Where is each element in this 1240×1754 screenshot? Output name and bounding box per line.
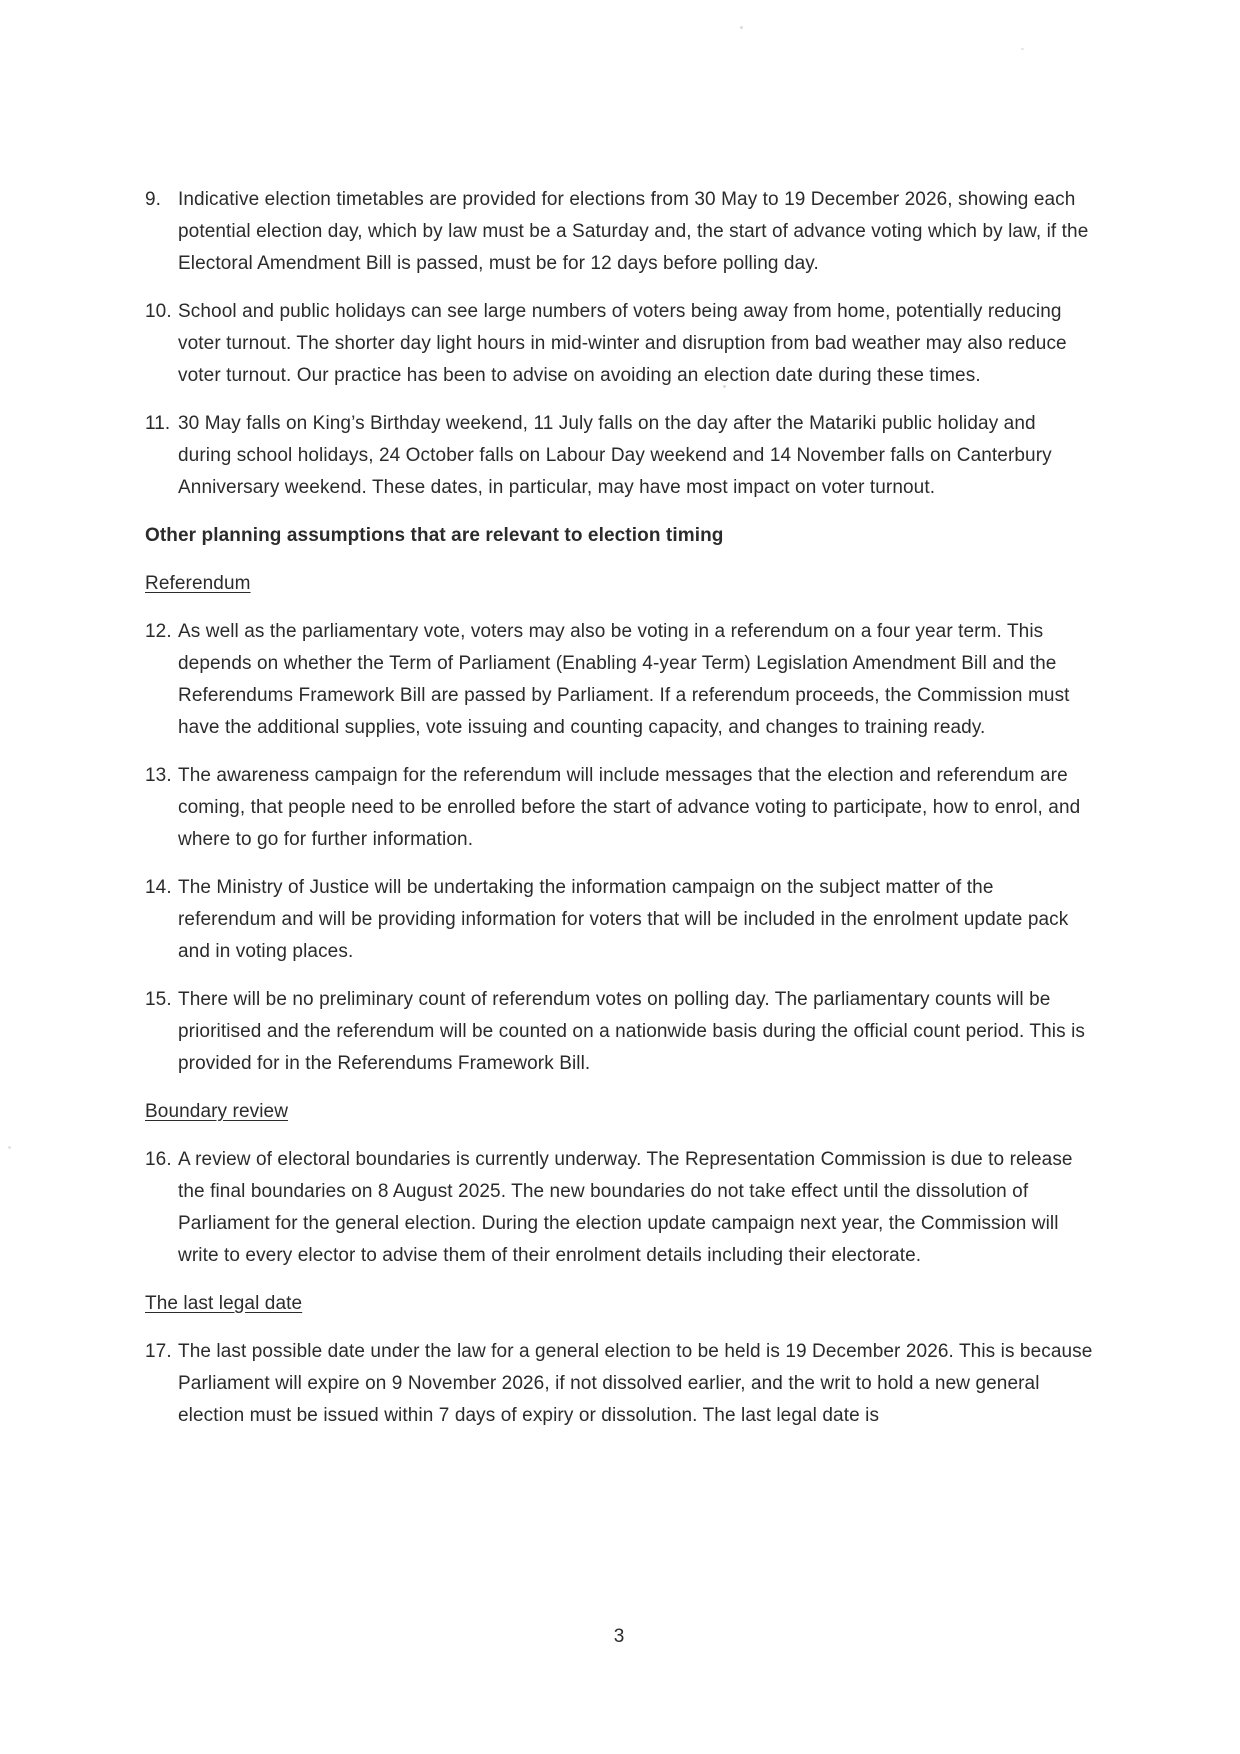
paragraph-item-12 xyxy=(145,616,1093,744)
paragraph-number: 11. xyxy=(145,413,171,434)
paragraph-item-14 xyxy=(145,872,1093,968)
paragraph-text: 30 May falls on King’s Birthday weekend, 11 July falls on the day after the Matariki public holiday and during school holidays, 24 October falls on Labour Day weekend and 14 November falls on Canterbury Anniversary weekend. These dates, in particular, may have most impact on voter turnout. xyxy=(178,413,1052,498)
paragraph-item-11 xyxy=(145,408,1093,504)
paragraph-item-16 xyxy=(145,1144,1093,1272)
scan-artifact xyxy=(8,1146,11,1149)
paragraph-item-13 xyxy=(145,760,1093,856)
paragraph-number: 17. xyxy=(145,1341,172,1362)
paragraph-number: 16. xyxy=(145,1149,172,1170)
subheading-the-last-legal-date: The last legal date xyxy=(145,1293,303,1314)
paragraph-text: There will be no preliminary count of referendum votes on polling day. The parliamentary counts will be prioritised and the referendum will be counted on a nationwide basis during the official count period. This is provided for in the Referendums Framework Bill. xyxy=(178,989,1085,1074)
document-body xyxy=(145,184,1093,1448)
paragraph-item-9 xyxy=(145,184,1093,280)
scan-artifact xyxy=(740,26,743,29)
paragraph-item-17 xyxy=(145,1336,1093,1432)
paragraph-text: School and public holidays can see large numbers of voters being away from home, potentially reducing voter turnout. The shorter day light hours in mid-winter and disruption from bad weather may also reduce voter turnout. Our practice has been to advise on avoiding an election date during these times. xyxy=(178,301,1067,386)
paragraph-number: 15. xyxy=(145,989,172,1010)
paragraph-number: 10. xyxy=(145,301,172,322)
paragraph-number: 9. xyxy=(145,189,162,210)
paragraph-number: 13. xyxy=(145,765,172,786)
paragraph-item-10 xyxy=(145,296,1093,392)
paragraph-number: 12. xyxy=(145,621,172,642)
paragraph-text: As well as the parliamentary vote, voters may also be voting in a referendum on a four year term. This depends on whether the Term of Parliament (Enabling 4-year Term) Legislation Amendment Bill and the Referendums Framework Bill are passed by Parliament. If a referendum proceeds, the Commission must have the additional supplies, vote issuing and counting capacity, and changes to training ready. xyxy=(178,621,1070,738)
paragraph-text: The last possible date under the law for a general election to be held is 19 December 2026. This is because Parliament will expire on 9 November 2026, if not dissolved earlier, and the writ to hold a new general election must be issued within 7 days of expiry or dissolution. The last legal date is xyxy=(178,1341,1093,1426)
subheading-boundary-review: Boundary review xyxy=(145,1101,289,1122)
subheading-referendum: Referendum xyxy=(145,573,251,594)
paragraph-text: The awareness campaign for the referendum will include messages that the election and referendum are coming, that people need to be enrolled before the start of advance voting to participate, how to enrol, and where to go for further information. xyxy=(178,765,1081,850)
page-number: 3 xyxy=(613,1626,625,1647)
section-heading-other-planning-assumptions: Other planning assumptions that are relevant to election timing xyxy=(145,525,724,546)
paragraph-text: Indicative election timetables are provided for elections from 30 May to 19 December 2026, showing each potential election day, which by law must be a Saturday and, the start of advance voting which by law, if the Electoral Amendment Bill is passed, must be for 12 days before polling day. xyxy=(178,189,1089,274)
paragraph-number: 14. xyxy=(145,877,172,898)
paragraph-text: A review of electoral boundaries is currently underway. The Representation Commission is due to release the final boundaries on 8 August 2025. The new boundaries do not take effect until the dissolution of Parliament for the general election. During the election update campaign next year, the Commission will write to every elector to advise them of their enrolment details including their electorate. xyxy=(178,1149,1073,1266)
paragraph-text: The Ministry of Justice will be undertaking the information campaign on the subject matter of the referendum and will be providing information for voters that will be included in the enrolment update pack and in voting places. xyxy=(178,877,1069,962)
paragraph-item-15 xyxy=(145,984,1093,1080)
scan-artifact xyxy=(1021,48,1024,50)
